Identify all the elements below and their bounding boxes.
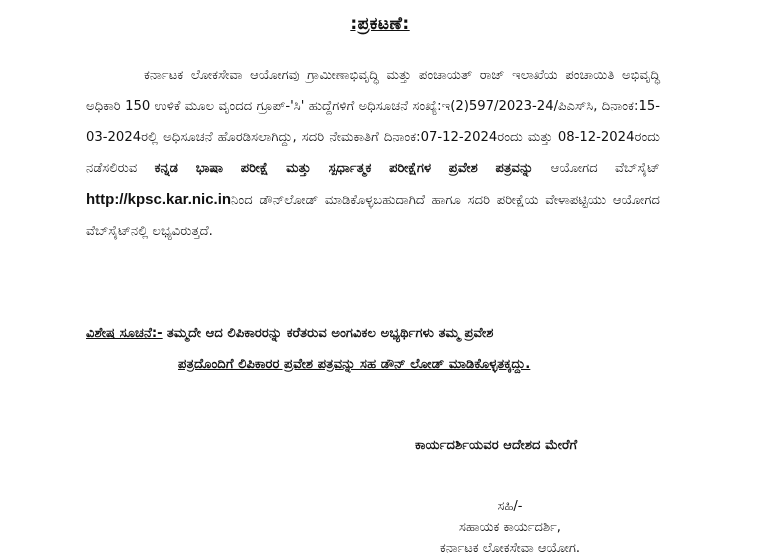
signature-designation: ಸಹಾಯಕ ಕಾರ್ಯದರ್ಶಿ, (459, 520, 561, 535)
admission-ticket-phrase: ಕನ್ನಡ ಭಾಷಾ ಪರೀಕ್ಷೆ ಮತ್ತು ಸ್ಪರ್ಧಾತ್ಮಕ ಪರೀಕ್ಷೆಗಳ ಪ್ರವೇಶ ಪತ್ರವನ್ನು (154, 161, 534, 176)
website-link[interactable]: http://kpsc.kar.nic.in (86, 191, 232, 208)
notification-body (86, 60, 660, 247)
notice-line-2 (86, 349, 666, 380)
notice-text-1: ತಮ್ಮದೇ ಆದ ಲಿಪಿಕಾರರನ್ನು ಕರೆತರುವ ಅಂಗವಿಕಲ ಅಭ್ಯರ್ಥಿಗಳು ತಮ್ಮ ಪ್ರವೇಶ (166, 326, 494, 341)
signature-sd: ಸಹಿ/- (497, 499, 523, 514)
order-line: ಕಾರ್ಯದರ್ಶಿಯವರ ಆದೇಶದ ಮೇರೆಗೆ (415, 438, 578, 453)
signature-office: ಕರ್ನಾಟಕ ಲೋಕಸೇವಾ ಆಯೋಗ. (439, 541, 581, 556)
paragraph-part2: ಆಯೋಗದ ವೆಬ್‌ಸೈಟ್ (550, 161, 660, 176)
main-paragraph (86, 60, 660, 247)
special-notice (86, 318, 666, 380)
paragraph-part1: ಕರ್ನಾಟಕ ಲೋಕಸೇವಾ ಆಯೋಗವು ಗ್ರಾಮೀಣಾಭಿವೃದ್ಧಿ ಮತ್ತು ಪಂಚಾಯತ್ ರಾಜ್ ಇಲಾಖೆಯ ಪಂಚಾಯಿತಿ ಅಭಿವೃದ್ಧಿ ಅಧಿಕಾರಿ 150 ಉಳಿಕೆ ಮೂಲ ವೃಂದದ ಗ್ರೂಪ್-'ಸಿ' ಹುದ್ದೆಗಳಿಗೆ ಅಧಿಸೂಚನೆ ಸಂಖ್ಯೆ:ಇ(2)597/2023-24/ಪಿಎಸ್‌ಸಿ, ದಿನಾಂಕ:15-03-2024ರಲ್ಲಿ ಅಧಿಸೂಚನೆ ಹೊರಡಿಸಲಾಗಿದ್ದು, ಸದರಿ ನೇಮಕಾತಿಗೆ ದಿನಾಂಕ:07-12-2024ರಂದು ಮತ್ತು 08-12-2024ರಂದು ನಡೆಸಲಿರುವ (86, 68, 660, 176)
notice-label: ವಿಶೇಷ ಸೂಚನೆ:- (86, 326, 163, 341)
paragraph-part3: ನಿಂದ ಡೌನ್‌ಲೋಡ್ ಮಾಡಿಕೊಳ್ಳಬಹುದಾಗಿದೆ ಹಾಗೂ ಸದರಿ ಪರೀಕ್ಷೆಯ ವೇಳಾಪಟ್ಟಿಯು ಆಯೋಗದ ವೆಬ್‌ಸೈಟ್‌ನಲ್ಲಿ ಲಭ್ಯವಿರುತ್ತದೆ. (86, 193, 660, 239)
notice-text-2: ಪತ್ರದೊಂದಿಗೆ ಲಿಪಿಕಾರರ ಪ್ರವೇಶ ಪತ್ರವನ್ನು ಸಹ ಡೌನ್ ಲೋಡ್ ಮಾಡಿಕೊಳ್ಳತಕ್ಕದ್ದು. (178, 357, 531, 372)
signature-block (380, 496, 640, 559)
page-title: :ಪ್ರಕಟಣೆ: (350, 14, 410, 34)
notice-line-1 (86, 318, 666, 349)
